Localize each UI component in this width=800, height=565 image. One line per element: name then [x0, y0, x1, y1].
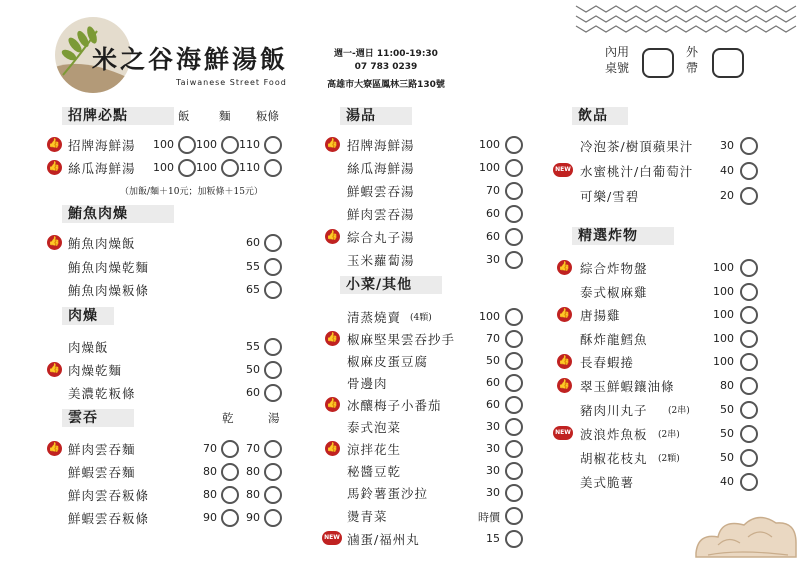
- thumbs-up-icon: 👍: [325, 137, 340, 152]
- price: 100: [479, 161, 500, 174]
- menu-item-name: 唐揚雞: [580, 308, 621, 323]
- price: 30: [486, 442, 500, 455]
- menu-item-name: 水蜜桃汁/白葡萄汁: [580, 164, 694, 179]
- order-circle[interactable]: [505, 530, 523, 548]
- section-title-drinks: 飲品: [572, 107, 628, 125]
- menu-item-name: 綜合炸物盤: [580, 261, 648, 276]
- order-circle[interactable]: [264, 509, 282, 527]
- thumbs-up-icon: 👍: [47, 160, 62, 175]
- section-title-fish: 鮪魚肉燥: [62, 205, 174, 223]
- order-circle[interactable]: [505, 352, 523, 370]
- cloud-decoration: [688, 505, 800, 565]
- order-circle[interactable]: [740, 473, 758, 491]
- price: 70: [486, 184, 500, 197]
- menu-item-name: 馬鈴薯蛋沙拉: [347, 486, 429, 501]
- address: 高雄市大寮區鳳林三路130號: [327, 80, 445, 90]
- takeout-label-line1: 外: [686, 45, 699, 59]
- price: 100: [153, 161, 174, 174]
- menu-item-name: 燙青菜: [347, 509, 388, 524]
- menu-item-name: 鮪魚肉燥乾麵: [68, 260, 150, 275]
- order-circle[interactable]: [505, 182, 523, 200]
- order-circle[interactable]: [505, 374, 523, 392]
- price: 60: [486, 398, 500, 411]
- order-circle[interactable]: [740, 283, 758, 301]
- section-title-pork: 肉燥: [62, 307, 114, 325]
- menu-item-name: 泰式泡菜: [347, 420, 402, 435]
- price: 65: [246, 283, 260, 296]
- col-header-noodle: 麵: [219, 109, 231, 123]
- menu-item-name: 肉燥乾麵: [68, 363, 123, 378]
- price: 80: [246, 488, 260, 501]
- menu-item-name: 招牌海鮮湯: [347, 138, 415, 153]
- order-circle[interactable]: [740, 425, 758, 443]
- menu-item-name: 絲瓜海鮮湯: [68, 161, 136, 176]
- price: 80: [246, 465, 260, 478]
- thumbs-up-icon: 👍: [325, 331, 340, 346]
- order-circle[interactable]: [740, 137, 758, 155]
- takeout-label: [686, 44, 698, 76]
- menu-item-name: 絲瓜海鮮湯: [347, 161, 415, 176]
- order-circle[interactable]: [505, 228, 523, 246]
- price: 40: [720, 164, 734, 177]
- order-circle[interactable]: [264, 384, 282, 402]
- menu-item-name: 鮪魚肉燥粄條: [68, 283, 150, 298]
- price: 100: [713, 308, 734, 321]
- menu-item-name: 鮪魚肉燥飯: [68, 236, 136, 251]
- price: 60: [486, 207, 500, 220]
- price: 90: [246, 511, 260, 524]
- price: 110: [239, 161, 260, 174]
- menu-item-name: 翠玉鮮蝦鑲油條: [580, 379, 675, 394]
- item-quantity: (4顆): [410, 313, 432, 323]
- price: 100: [713, 285, 734, 298]
- item-quantity: (2顆): [658, 454, 680, 464]
- menu-item-name: 冰釀梅子小番茄: [347, 398, 442, 413]
- add-on-note: （加飯/麵＋10元；加粄條＋15元）: [120, 187, 263, 197]
- section-title-soup: 湯品: [340, 107, 412, 125]
- menu-item-name: 椒麻皮蛋豆腐: [347, 354, 429, 369]
- opening-hours: 週一-週日 11:00-19:30: [334, 49, 438, 59]
- price: 80: [720, 379, 734, 392]
- thumbs-up-icon: 👍: [325, 229, 340, 244]
- order-circle[interactable]: [264, 234, 282, 252]
- menu-item-name: 椒麻堅果雲吞抄手: [347, 332, 456, 347]
- order-circle[interactable]: [740, 187, 758, 205]
- dine-in-label-line2: 桌號: [605, 61, 630, 75]
- price: 60: [486, 230, 500, 243]
- dine-in-label-line1: 內用: [605, 45, 630, 59]
- menu-item-name: 美式脆薯: [580, 475, 635, 490]
- item-quantity: (2串): [658, 430, 680, 440]
- order-circle[interactable]: [264, 159, 282, 177]
- price: 30: [486, 464, 500, 477]
- price: 100: [196, 138, 217, 151]
- price: 100: [713, 332, 734, 345]
- col-header-rice-noodle: 粄條: [256, 109, 279, 123]
- order-circle[interactable]: [264, 486, 282, 504]
- order-circle[interactable]: [740, 162, 758, 180]
- price: 50: [720, 427, 734, 440]
- menu-item-name: 鮮肉雲吞麵: [68, 442, 136, 457]
- price: 50: [720, 403, 734, 416]
- menu-item-name: 涼拌花生: [347, 442, 402, 457]
- menu-item-name: 滷蛋/福州丸: [347, 532, 420, 547]
- menu-item-name: 可樂/雪碧: [580, 189, 640, 204]
- price: 20: [720, 189, 734, 202]
- order-circle[interactable]: [740, 306, 758, 324]
- thumbs-up-icon: 👍: [557, 307, 572, 322]
- table-number-box[interactable]: [642, 48, 674, 78]
- price: 110: [239, 138, 260, 151]
- new-badge: NEW: [553, 426, 573, 440]
- menu-item-name: 鮮肉雲吞粄條: [68, 488, 150, 503]
- menu-item-name: 肉燥飯: [68, 340, 109, 355]
- order-circle[interactable]: [264, 440, 282, 458]
- menu-item-name: 玉米蘿蔔湯: [347, 253, 415, 268]
- price: 100: [196, 161, 217, 174]
- menu-item-name: 骨邊肉: [347, 376, 388, 391]
- price: 30: [720, 139, 734, 152]
- price: 100: [479, 310, 500, 323]
- order-circle[interactable]: [740, 401, 758, 419]
- price: 30: [486, 486, 500, 499]
- order-circle[interactable]: [505, 462, 523, 480]
- thumbs-up-icon: 👍: [557, 260, 572, 275]
- price: 100: [713, 261, 734, 274]
- price: 100: [713, 355, 734, 368]
- order-circle[interactable]: [264, 281, 282, 299]
- price: 70: [246, 442, 260, 455]
- price: 80: [203, 465, 217, 478]
- menu-item-name: 綜合丸子湯: [347, 230, 415, 245]
- menu-item-name: 清蒸燒賣: [347, 310, 402, 325]
- col-header-soup: 湯: [268, 411, 280, 425]
- order-circle[interactable]: [264, 136, 282, 154]
- thumbs-up-icon: 👍: [47, 235, 62, 250]
- price: 100: [479, 138, 500, 151]
- wave-pattern-decoration: [572, 0, 800, 36]
- price: 40: [720, 475, 734, 488]
- price: 50: [246, 363, 260, 376]
- menu-item-name: 鮮蝦雲吞湯: [347, 184, 415, 199]
- order-circle[interactable]: [264, 258, 282, 276]
- thumbs-up-icon: 👍: [557, 354, 572, 369]
- menu-item-name: 招牌海鮮湯: [68, 138, 136, 153]
- menu-item-name: 鮮蝦雲吞粄條: [68, 511, 150, 526]
- menu-item-name: 波浪炸魚板: [580, 427, 648, 442]
- menu-item-name: 美濃乾粄條: [68, 386, 136, 401]
- price: 60: [486, 376, 500, 389]
- section-title-wonton: 雲吞: [62, 409, 134, 427]
- price: 30: [486, 253, 500, 266]
- menu-item-name: 秘醬豆乾: [347, 464, 402, 479]
- phone-number: 07 783 0239: [354, 62, 418, 72]
- thumbs-up-icon: 👍: [325, 397, 340, 412]
- order-circle[interactable]: [264, 361, 282, 379]
- restaurant-name: 米之谷海鮮湯飯: [92, 45, 289, 74]
- order-circle[interactable]: [740, 449, 758, 467]
- menu-item-name: 冷泡茶/樹頂蘋果汁: [580, 139, 694, 154]
- order-circle[interactable]: [740, 259, 758, 277]
- price: 50: [486, 354, 500, 367]
- new-badge: NEW: [553, 163, 573, 177]
- menu-item-name: 鮮蝦雲吞麵: [68, 465, 136, 480]
- order-circle[interactable]: [264, 338, 282, 356]
- thumbs-up-icon: 👍: [47, 137, 62, 152]
- price: 60: [246, 236, 260, 249]
- menu-item-name: 泰式椒麻雞: [580, 285, 648, 300]
- order-circle[interactable]: [505, 440, 523, 458]
- order-circle[interactable]: [740, 353, 758, 371]
- price: 時價: [478, 511, 500, 524]
- order-circle[interactable]: [505, 507, 523, 525]
- order-circle[interactable]: [264, 463, 282, 481]
- menu-item-name: 鮮肉雲吞湯: [347, 207, 415, 222]
- order-circle[interactable]: [505, 418, 523, 436]
- price: 15: [486, 532, 500, 545]
- thumbs-up-icon: 👍: [47, 441, 62, 456]
- col-header-rice: 飯: [178, 109, 190, 123]
- price: 90: [203, 511, 217, 524]
- dine-in-label: [605, 44, 629, 76]
- section-title-sides: 小菜/其他: [340, 276, 442, 294]
- thumbs-up-icon: 👍: [47, 362, 62, 377]
- order-circle[interactable]: [505, 396, 523, 414]
- order-circle[interactable]: [740, 377, 758, 395]
- order-circle[interactable]: [505, 205, 523, 223]
- menu-item-name: 酥炸龍鱈魚: [580, 332, 648, 347]
- restaurant-subtitle: Taiwanese Street Food: [176, 78, 287, 87]
- price: 60: [246, 386, 260, 399]
- item-quantity: (2串): [668, 406, 690, 416]
- order-circle[interactable]: [505, 308, 523, 326]
- menu-item-name: 豬肉川丸子: [580, 403, 648, 418]
- price: 100: [153, 138, 174, 151]
- menu-item-name: 胡椒花枝丸: [580, 451, 648, 466]
- section-title-fried: 精選炸物: [572, 227, 674, 245]
- price: 70: [203, 442, 217, 455]
- price: 30: [486, 420, 500, 433]
- new-badge: NEW: [322, 531, 342, 545]
- takeout-label-line2: 帶: [686, 61, 699, 75]
- thumbs-up-icon: 👍: [557, 378, 572, 393]
- order-circle[interactable]: [505, 136, 523, 154]
- order-circle[interactable]: [505, 159, 523, 177]
- takeout-box[interactable]: [712, 48, 744, 78]
- price: 70: [486, 332, 500, 345]
- order-circle[interactable]: [505, 330, 523, 348]
- order-circle[interactable]: [740, 330, 758, 348]
- price: 80: [203, 488, 217, 501]
- section-title-signature: 招牌必點: [62, 107, 174, 125]
- order-circle[interactable]: [505, 484, 523, 502]
- menu-item-name: 長春蝦捲: [580, 355, 635, 370]
- price: 55: [246, 340, 260, 353]
- price: 50: [720, 451, 734, 464]
- col-header-dry: 乾: [222, 411, 234, 425]
- order-circle[interactable]: [505, 251, 523, 269]
- thumbs-up-icon: 👍: [325, 441, 340, 456]
- price: 55: [246, 260, 260, 273]
